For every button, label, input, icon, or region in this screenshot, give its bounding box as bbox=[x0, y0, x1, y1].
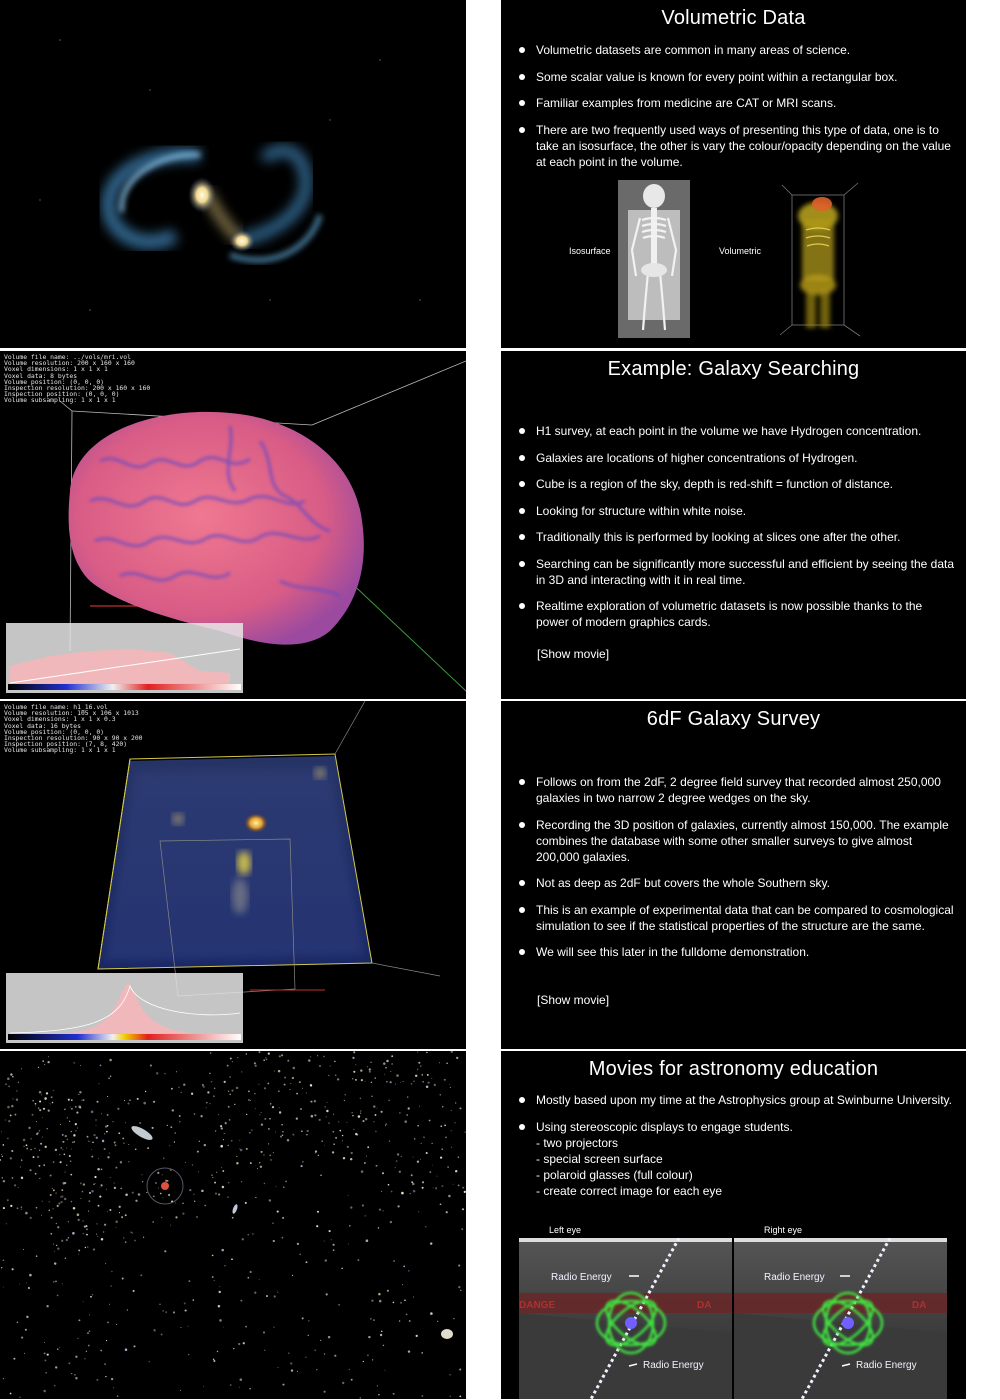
bullet-item: Mostly based upon my time at the Astrophysics group at Swinburne University. bbox=[519, 1092, 958, 1108]
danger-sign-text: DA bbox=[912, 1300, 927, 1311]
right-eye-caption: Right eye bbox=[764, 1225, 803, 1235]
bullet-item: Familiar examples from medicine are CAT or MRI scans. bbox=[519, 95, 958, 111]
bullet-item bbox=[519, 1119, 958, 1199]
bullet-item: Some scalar value is known for every point within a rectangular box. bbox=[519, 69, 958, 85]
bullet-list bbox=[519, 423, 958, 641]
danger-sign-text: DA bbox=[697, 1300, 712, 1311]
slide-astronomy-education bbox=[501, 1051, 966, 1399]
show-movie-link[interactable]: [Show movie] bbox=[537, 993, 610, 1007]
stereo-right-image bbox=[734, 1238, 947, 1399]
radio-energy-label: Radio Energy bbox=[643, 1360, 704, 1371]
bullet-item: We will see this later in the fulldome demonstration. bbox=[519, 944, 958, 960]
bullet-item: There are two frequently used ways of presenting this type of data, one is to take an isosurface, the other is vary the colour/opacity depending on the value at each point in the volume. bbox=[519, 122, 958, 170]
volume-info-overlay: Volume file name: ../vols/mri.vol Volume resolution: 200 x 160 x 160 Voxel dimensions: 1 x 1 x 1 Voxel data: 8 bytes Volume position: (0, 0, 0) Inspection resolution: 200 x 160 x 160 Inspection position: (0, 0, 0) Volume subsampling: 1 x 1 x 1 bbox=[4, 353, 151, 405]
bullet-text: Using stereoscopic displays to engage students. bbox=[536, 1119, 793, 1134]
bullet-list bbox=[519, 1092, 958, 1209]
isosurface-caption: Isosurface bbox=[569, 246, 611, 256]
bullet-item: Cube is a region of the sky, depth is red-shift = function of distance. bbox=[519, 476, 958, 492]
bullet-list bbox=[519, 42, 958, 180]
bullet-item: Galaxies are locations of higher concentrations of Hydrogen. bbox=[519, 450, 958, 466]
radio-energy-label: Radio Energy bbox=[551, 1272, 612, 1283]
slide-galaxy-searching bbox=[501, 351, 966, 699]
volumetric-caption: Volumetric bbox=[719, 246, 762, 256]
galaxy-field-image bbox=[0, 1051, 466, 1399]
bullet-item: H1 survey, at each point in the volume we have Hydrogen concentration. bbox=[519, 423, 958, 439]
slide-6df-galaxy-survey bbox=[501, 701, 966, 1049]
slide-title: Volumetric Data bbox=[661, 7, 806, 29]
slide-title: Example: Galaxy Searching bbox=[607, 358, 860, 380]
sub-item: - create correct image for each eye bbox=[536, 1183, 723, 1198]
bullet-item: Follows on from the 2dF, 2 degree field survey that recorded almost 250,000 galaxies in two narrow 2 degree wedges on the sky. bbox=[519, 774, 958, 806]
slide-title: Movies for astronomy education bbox=[588, 1058, 879, 1080]
bullet-item: Traditionally this is performed by looking at slices one after the other. bbox=[519, 529, 958, 545]
brain-volume-render bbox=[0, 351, 466, 699]
skeleton-volumetric-image bbox=[772, 180, 864, 338]
show-movie-link[interactable]: [Show movie] bbox=[537, 647, 610, 661]
bullet-item: This is an example of experimental data that can be compared to cosmological simulation to see if the statistical properties of the structure are the same. bbox=[519, 902, 958, 934]
stereo-left-image bbox=[519, 1238, 732, 1399]
bullet-item: Realtime exploration of volumetric datasets is now possible thanks to the power of modern graphics cards. bbox=[519, 598, 958, 630]
radio-energy-label: Radio Energy bbox=[764, 1272, 825, 1283]
bullet-item: Recording the 3D position of galaxies, currently almost 150,000. The example combines the database with some other smaller surveys to give almost 200,000 galaxies. bbox=[519, 817, 958, 865]
bullet-item: Looking for structure within white noise. bbox=[519, 503, 958, 519]
volume-info-overlay: Volume file name: h1_16.vol Volume resolution: 105 x 106 x 1013 Voxel dimensions: 1 x 1 x 0.3 Voxel data: 16 bytes Volume position: (0, 0, 0) Inspection resolution: 90 x 90 x 200 Inspection position: (7, 8, 420) Volume subsampling: 1 x 1 x 1 bbox=[4, 703, 143, 755]
bullet-item: Not as deep as 2dF but covers the whole Southern sky. bbox=[519, 875, 958, 891]
left-eye-caption: Left eye bbox=[549, 1225, 582, 1235]
sub-item: - polaroid glasses (full colour) bbox=[536, 1167, 693, 1182]
danger-sign-text: DANGE bbox=[519, 1300, 556, 1311]
slide-volumetric-data bbox=[501, 0, 966, 348]
skeleton-isosurface-image bbox=[618, 180, 690, 338]
sub-item: - special screen surface bbox=[536, 1151, 663, 1166]
h1-cube-volume-render bbox=[0, 701, 466, 1049]
bullet-item: Volumetric datasets are common in many areas of science. bbox=[519, 42, 958, 58]
sub-item: - two projectors bbox=[536, 1135, 619, 1150]
bullet-list bbox=[519, 774, 958, 971]
galaxy-collision-image bbox=[0, 0, 466, 348]
slide-title: 6dF Galaxy Survey bbox=[646, 708, 821, 730]
radio-energy-label: Radio Energy bbox=[856, 1360, 917, 1371]
bullet-item: Searching can be significantly more successful and efficient by seeing the data in 3D and interacting with it in real time. bbox=[519, 556, 958, 588]
